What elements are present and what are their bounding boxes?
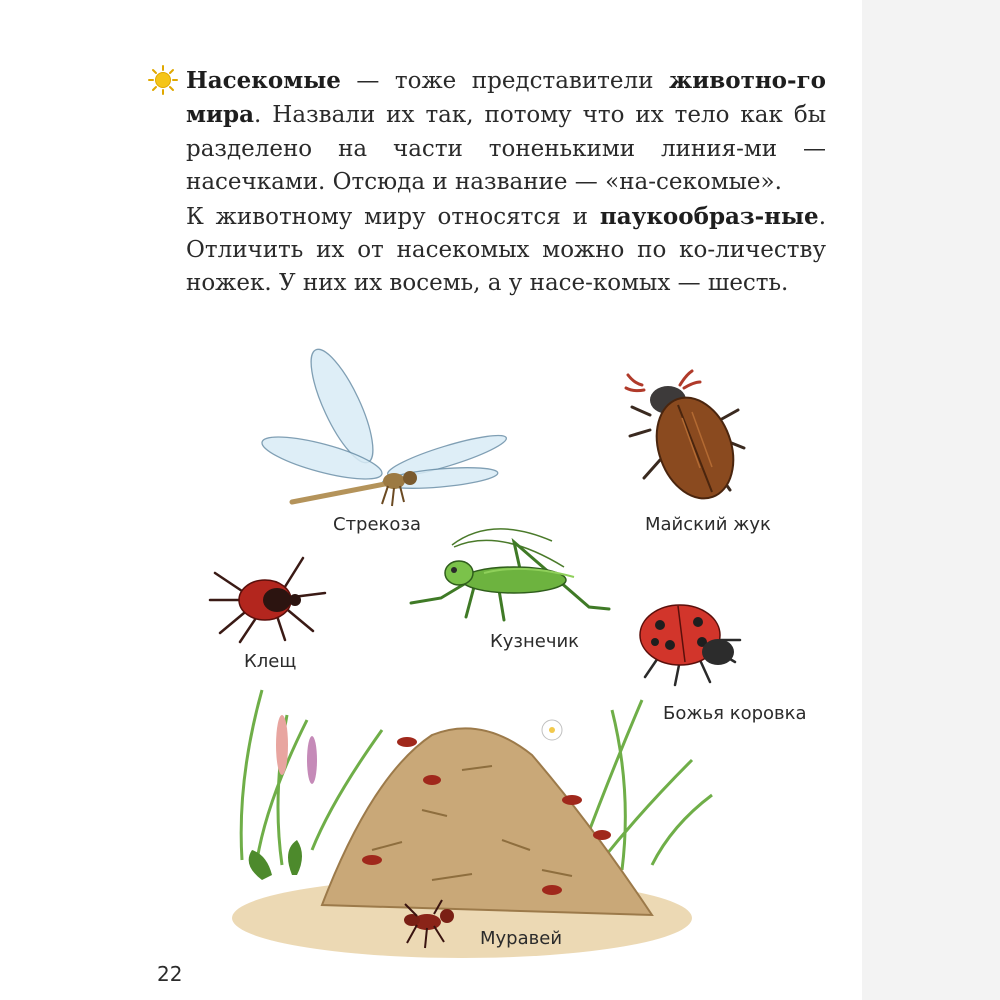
tick-illustration (205, 548, 345, 648)
sun-icon (148, 65, 178, 95)
label-ladybug: Божья коровка (663, 703, 807, 724)
paragraph-arachnids (186, 200, 826, 301)
term-animal-world: животно-го мира (186, 67, 826, 129)
label-dragonfly: Стрекоза (333, 514, 422, 535)
label-ant: Муравей (480, 928, 563, 949)
label-grasshopper: Кузнечик (490, 631, 580, 652)
label-maybug: Майский жук (645, 514, 771, 535)
anthill-illustration (222, 650, 722, 970)
label-tick: Клещ (244, 651, 297, 672)
paragraph-insects-text-2: . Назвали их так, потому что их тело как бы разделено на части тоненькими линия-ми — насечками. Отсюда и название — «на-секомые». (186, 102, 826, 196)
term-arachnids: паукообраз-ные (599, 202, 819, 230)
dragonfly-illustration (262, 368, 522, 518)
page-number: 22 (157, 962, 183, 986)
maybug-illustration (620, 360, 760, 510)
paragraph-arachnids-text-1: К животному миру относятся и (186, 203, 600, 230)
term-insects: Насекомые (186, 67, 341, 94)
grasshopper-illustration (404, 525, 614, 630)
paragraph-arachnids-text-2: . Отличить их от насекомых можно по ко-личеству ножек. У них их восемь, а у насе-комых — шесть. (186, 203, 826, 297)
paragraph-insects (186, 64, 826, 200)
text-block (186, 64, 826, 301)
paragraph-insects-text-1: — тоже представители (340, 68, 669, 94)
